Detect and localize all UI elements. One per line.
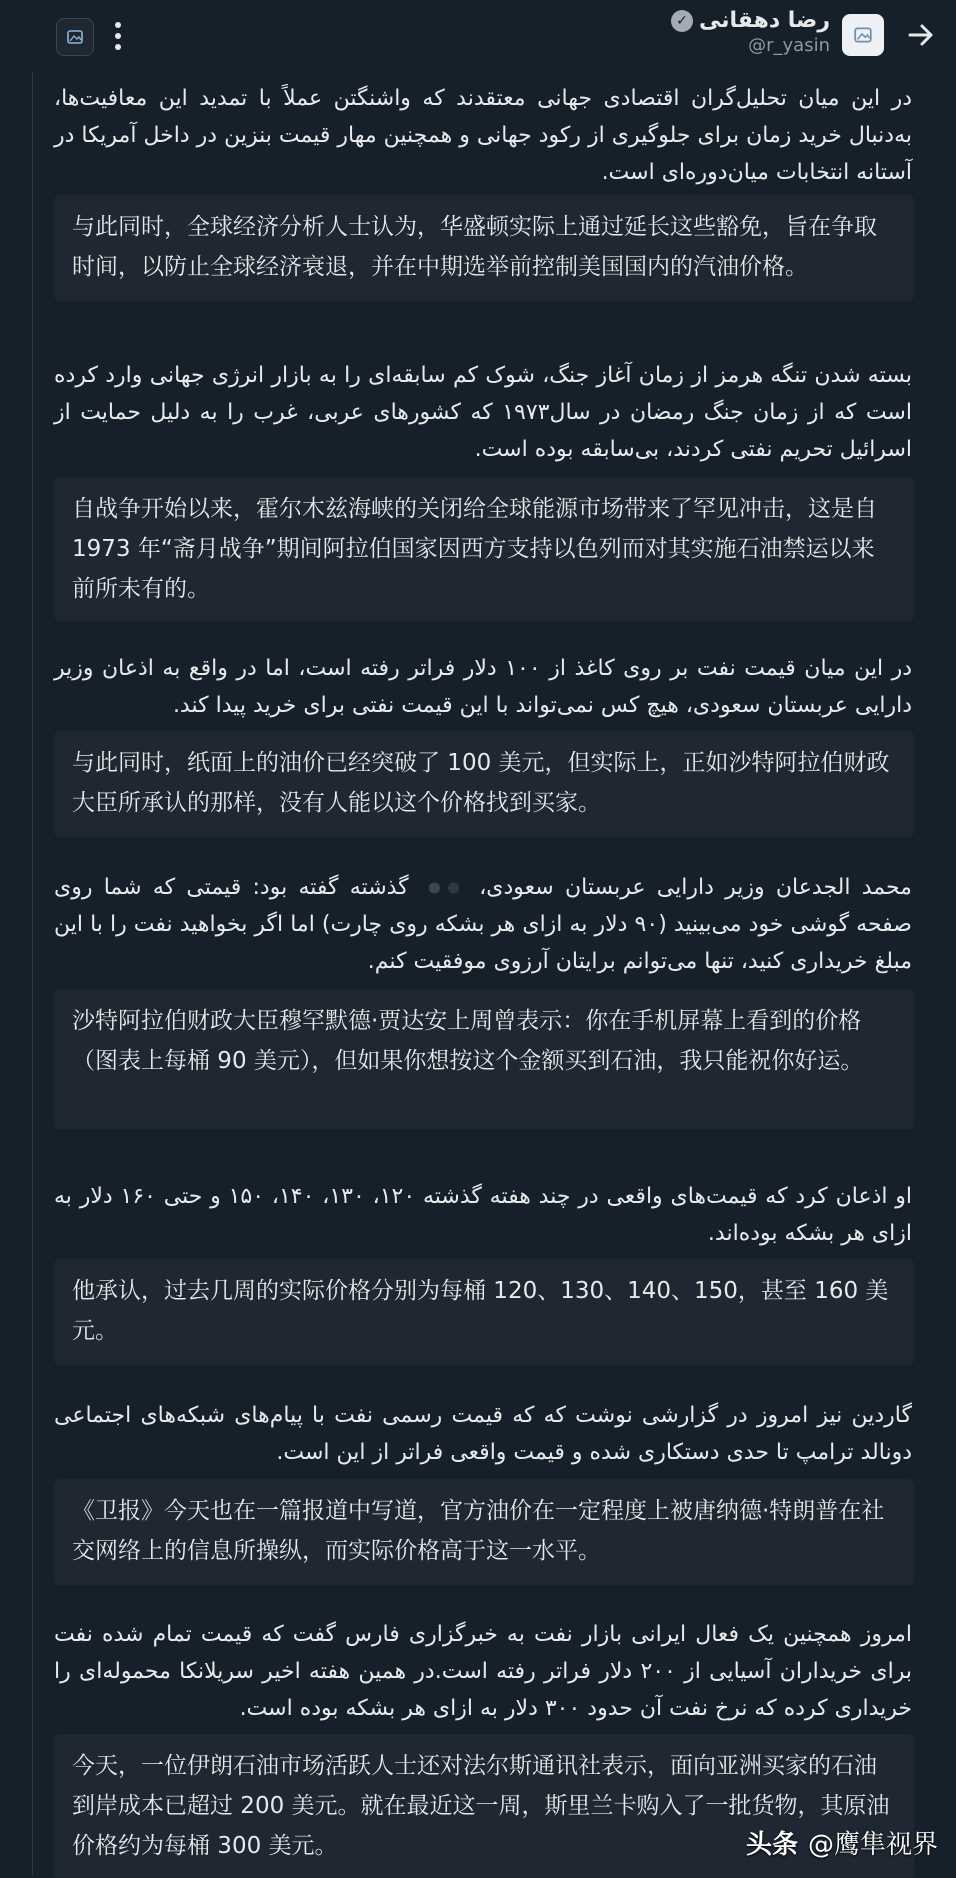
persian-paragraph: امروز همچنین یک فعال ایرانی بازار نفت به خبرگزاری فارس گفت که قیمت تمام شده نفت برای خریداران آسیایی از ۲۰۰ دلار فراتر رفته است.در همین هفته اخیر سریلانکا محموله‌ای را خریداری کرده که نرخ نفت آن حدود ۳۰۰ دلار به ازای هر بشکه بوده است. <box>54 1622 912 1721</box>
back-button[interactable] <box>902 16 940 54</box>
translation-box <box>54 1479 914 1585</box>
translation-box <box>54 1259 914 1365</box>
watermark-author: @鹰隼视界 <box>807 1830 938 1860</box>
avatar[interactable] <box>842 14 884 56</box>
persian-paragraph-part-2: گذشته گفته بود: قیمتی که شما روی صفحه گوشی خود می‌بینید (۹۰ دلار به ازای هر بشکه روی چارت) اما اگر بخواهید نفت را با این مبلغ خریداری کنید، تنها می‌توانم برایتان آرزوی موفقیت کنم. <box>54 875 912 974</box>
more-vertical-icon[interactable] <box>106 14 130 58</box>
author-name: رضا دهقانی <box>698 8 830 33</box>
persian-paragraph-part-1: محمد الجدعان وزیر دارایی عربستان سعودی، <box>479 875 912 900</box>
arrow-right-icon <box>906 20 936 50</box>
verified-badge-icon: ✓ <box>671 10 693 32</box>
chinese-translation: 与此同时，全球经济分析人士认为，华盛顿实际上通过延长这些豁免，旨在争取时间，以防止全球经济衰退，并在中期选举前控制美国国内的汽油价格。 <box>72 214 877 280</box>
image-button[interactable] <box>56 18 94 56</box>
chinese-translation: 今天，一位伊朗石油市场活跃人士还对法尔斯通讯社表示，面向亚洲买家的石油到岸成本已超过 200 美元。就在最近这一周，斯里兰卡购入了一批货物，其原油价格约为每桶 300 美元。 <box>72 1753 890 1859</box>
chinese-translation: 《卫报》今天也在一篇报道中写道，官方油价在一定程度上被唐纳德·特朗普在社交网络上的信息所操纵，而实际价格高于这一水平。 <box>72 1498 885 1564</box>
persian-paragraph: گاردین نیز امروز در گزارشی نوشت که که قیمت رسمی نفت با پیام‌های شبکه‌های اجتماعی دونالد ترامپ تا حدی دستکاری شده و قیمت واقعی فراتر از این است. <box>54 1403 912 1465</box>
post-header <box>0 0 956 72</box>
watermark <box>746 1824 938 1861</box>
translation-box <box>54 731 914 837</box>
chinese-translation: 自战争开始以来，霍尔木兹海峡的关闭给全球能源市场带来了罕见冲击，这是自 1973 年“斋月战争”期间阿拉伯国家因西方支持以色列而对其实施石油禁运以来前所未有的。 <box>72 496 877 602</box>
author-info[interactable] <box>671 8 830 56</box>
translation-box <box>54 477 914 621</box>
chinese-translation: 与此同时，纸面上的油价已经突破了 100 美元，但实际上，正如沙特阿拉伯财政大臣所承认的那样，没有人能以这个价格找到买家。 <box>72 750 890 816</box>
persian-paragraph: در این میان قیمت نفت بر روی کاغذ از ۱۰۰ دلار فراتر رفته است، اما در واقع به اذعان وزیر دارایی عربستان سعودی، هیچ کس نمی‌تواند با این قیمت نفتی برای خرید پیدا کند. <box>54 656 912 718</box>
persian-paragraph: بسته شدن تنگه هرمز از زمان آغاز جنگ، شوک کم سابقه‌ای را به بازار انرژی جهانی وارد کرده است که از زمان جنگ رمضان در سال۱۹۷۳ که کشورهای عربی، غرب را به دلیل حمایت از اسرائیل تحریم نفتی کردند، بی‌سابقه بوده است. <box>54 363 912 462</box>
author-name-row <box>671 8 830 33</box>
persian-paragraph: در این میان تحلیل‌گران اقتصادی جهانی معتقدند که واشنگتن عملاً با تمدید این معافیت‌ها، به‌دنبال خرید زمان برای جلوگیری از رکود جهانی و همچنین مهار قیمت بنزین در داخل آمریکا در آستانه انتخابات میان‌دوره‌ای است. <box>54 86 912 185</box>
chinese-translation: 沙特阿拉伯财政大臣穆罕默德·贾达安上周曾表示：你在手机屏幕上看到的价格（图表上每桶 90 美元），但如果你想按这个金额买到石油，我只能祝你好运。 <box>72 1008 864 1074</box>
persian-paragraph: او اذعان کرد که قیمت‌های واقعی در چند هفته گذشته ۱۲۰، ۱۳۰، ۱۴۰، ۱۵۰ و حتی ۱۶۰ دلار به ازای هر بشکه بوده‌اند. <box>54 1184 913 1246</box>
blurred-text <box>420 879 468 897</box>
image-icon <box>853 25 873 45</box>
chinese-translation: 他承认，过去几周的实际价格分别为每桶 120、130、140、150，甚至 160 美元。 <box>72 1278 889 1344</box>
translation-box <box>54 989 914 1129</box>
image-icon <box>66 28 84 46</box>
persian-paragraph <box>54 869 912 980</box>
watermark-brand: 头条 <box>745 1830 798 1860</box>
translation-box <box>54 195 914 301</box>
author-handle: @r_yasin <box>748 35 830 56</box>
